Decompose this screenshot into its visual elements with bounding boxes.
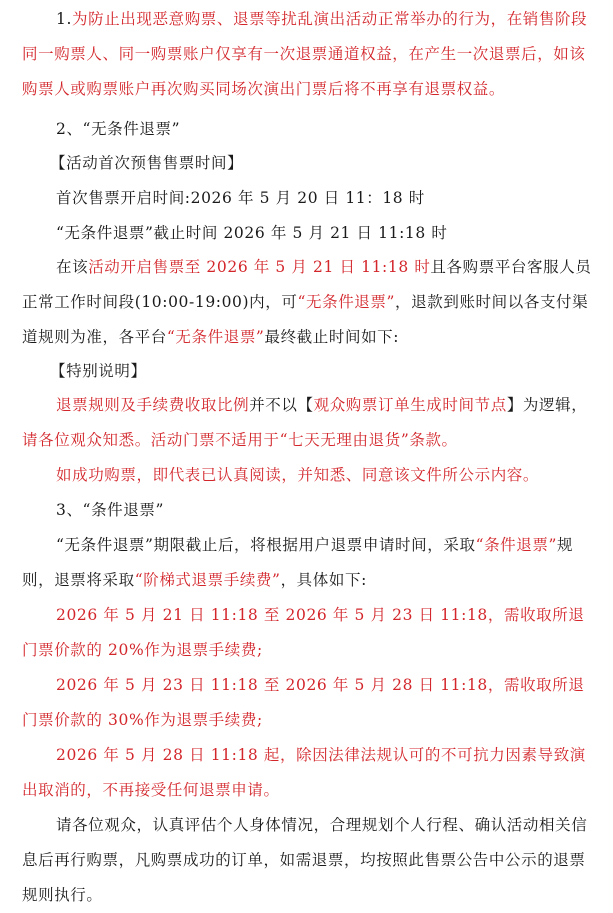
final-notice-paragraph: 请各位观众，认真评估个人身体情况，合理规划个人行程、确认活动相关信息后再行购票，凡购票成功的订单，如需退票，均按照此售票公告中公示的退票规则执行。 [22, 816, 588, 904]
presale-heading: 【活动首次预售售票时间】 [50, 154, 244, 172]
refund-tier-1: 2026 年 5 月 21 日 11:18 至 2026 年 5 月 23 日 11:18，需收取所退门票价款的 20%作为退票手续费; [22, 606, 585, 659]
refund-tier-2: 2026 年 5 月 23 日 11:18 至 2026 年 5 月 28 日 11:18，需收取所退门票价款的 30%作为退票手续费; [22, 676, 585, 729]
conditional-refund-paragraph: “无条件退票”期限截止后，将根据用户退票申请时间，采取“条件退票”规则，退票将采取“阶梯式退票手续费”，具体如下: [22, 536, 574, 589]
special-notes-paragraph: 退票规则及手续费收取比例并不以【观众购票订单生成时间节点】为逻辑，请各位观众知悉。活动门票不适用于“七天无理由退货”条款。 [22, 396, 588, 449]
refund-window-paragraph: 在该活动开启售票至 2026 年 5 月 21 日 11:18 时且各购票平台客服人员正常工作时间段(10:00-19:00)内，可“无条件退票”，退款到账时间以各支付渠道规则为准，各平台“无条件退票”最终截止时间如下: [22, 258, 592, 346]
unconditional-deadline: “无条件退票”截止时间 2026 年 5 月 21 日 11:18 时 [56, 224, 448, 242]
purchase-confirmation: 如成功购票，即代表已认真阅读，并知悉、同意该文件所公示内容。 [56, 466, 540, 484]
paragraph-1-text: 为防止出现恶意购票、退票等扰乱演出活动正常举办的行为，在销售阶段同一购票人、同一购票账户仅享有一次退票通道权益，在产生一次退票后，如该购票人或购票账户再次购买同场次演出门票后将不再享有退票权益。 [22, 10, 588, 98]
paragraph-1: 1.为防止出现恶意购票、退票等扰乱演出活动正常举办的行为，在销售阶段同一购票人、同一购票账户仅享有一次退票通道权益，在产生一次退票后，如该购票人或购票账户再次购买同场次演出门票后将不再享有退票权益。 [22, 10, 588, 98]
presale-open-time: 首次售票开启时间:2026 年 5 月 20 日 11：18 时 [56, 189, 425, 207]
special-notes-heading: 【特别说明】 [50, 362, 147, 380]
refund-tier-3: 2026 年 5 月 28 日 11:18 起，除因法律法规认可的不可抗力因素导致演出取消的，不再接受任何退票申请。 [22, 746, 586, 799]
heading-conditional-refund: 3、“条件退票” [56, 501, 165, 519]
heading-unconditional-refund: 2、“无条件退票” [56, 120, 181, 138]
